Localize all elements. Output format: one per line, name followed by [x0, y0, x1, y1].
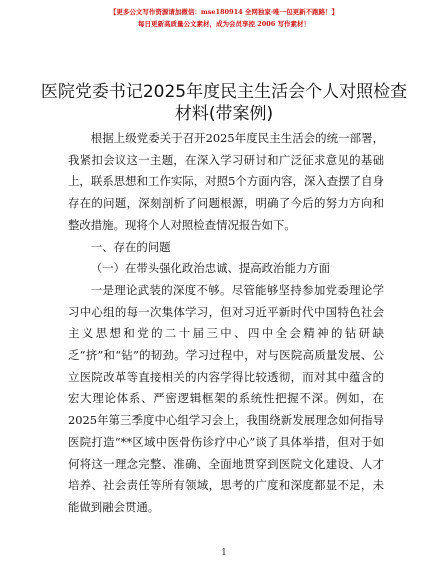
document-body: [68, 128, 384, 519]
promo-banner-line-1: 【更多公文写作资源请加微信：mse180914 全网独家·唯一包更新不跑路！】: [109, 8, 339, 16]
document-title: 医院党委书记2025年度民主生活会个人对照检查材料(带案例): [40, 82, 408, 124]
subsection-heading-political-loyalty: （一）在带头强化政治忠诚、提高政治能力方面: [90, 261, 331, 276]
intro-paragraph: 根据上级党委关于召开2025年度民主生活会的统一部署，我紧扣会议这一主题，在深入学习研讨和广泛征求意见的基础上，联系思想和工作实际，对照5个方面内容，深入查摆了自身存在的问题，深刻剖析了问题根源，明确了今后的努力方向和整改措施。现将个人对照检查情况报告如下。: [68, 131, 384, 232]
page-number: 1: [221, 548, 227, 558]
section-heading-problems: 一、存在的问题: [90, 239, 171, 254]
promo-banner-line-2: 每日更新高质量公文素材，成为会员享控 2006 写作素材！: [137, 20, 311, 28]
problem-paragraph-theory: 一是理论武装的深度不够。尽管能够坚持参加党委理论学习中心组的每一次集体学习，但对习近平新时代中国特色社会主义思想和党的二十届三中、四中全会精神的钻研缺乏“挤”和“钻”的韧劲。学习过程中，对与医院高质量发展、公立医院改革等直接相关的内容学得比较透彻，而对其中蕴含的宏大理论体系、严密逻辑框架的系统性把握不深。例如，在2025年第三季度中心组学习会上，我围绕新发展理念如何指导医院打造“**区域中医骨伤诊疗中心”谈了具体举措，但对于如何将这一理念完整、准确、全面地贯穿到医院文化建设、人才培养、社会责任等所有领域，思考的广度和深度都显不足，未能做到融会贯通。: [68, 282, 384, 514]
promo-banner: [0, 6, 448, 30]
